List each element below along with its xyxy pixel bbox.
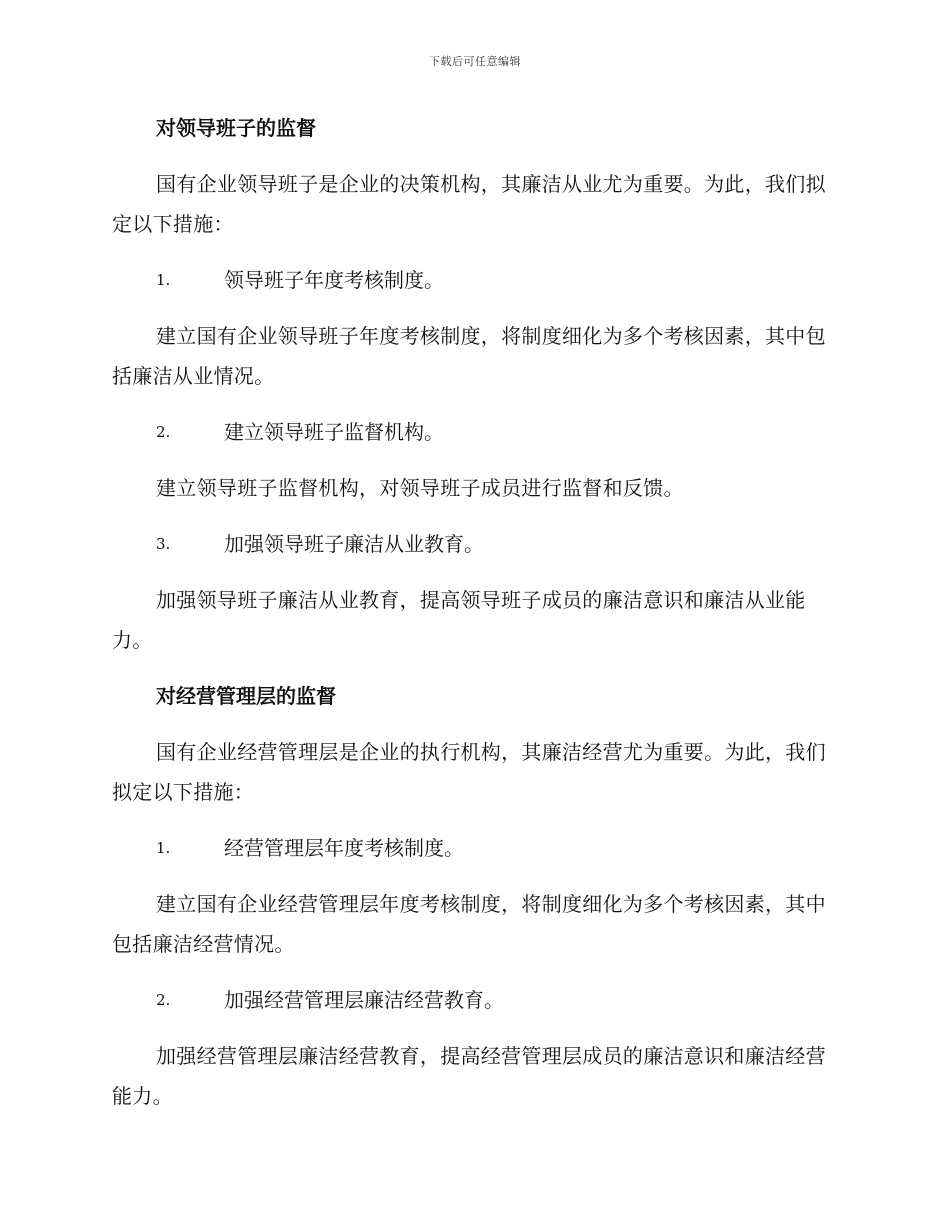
- section-heading: 对领导班子的监督: [156, 116, 316, 140]
- list-item: [112, 412, 834, 452]
- list-item: [112, 980, 834, 1020]
- list-number: 1.: [156, 271, 171, 289]
- list-item-detail: 建立国有企业领导班子年度考核制度，将制度细化为多个考核因素，其中包括廉洁从业情况。: [112, 324, 826, 388]
- list-number: 1.: [156, 839, 171, 857]
- list-item-title: 加强经营管理层廉洁经营教育。: [224, 988, 504, 1012]
- list-item-detail: 加强经营管理层廉洁经营教育，提高经营管理层成员的廉洁意识和廉洁经营能力。: [112, 1044, 826, 1108]
- list-item-title: 加强领导班子廉洁从业教育。: [224, 532, 484, 556]
- list-item: [112, 260, 834, 300]
- list-item: [112, 524, 834, 564]
- section-intro: 国有企业经营管理层是企业的执行机构，其廉洁经营尤为重要。为此，我们拟定以下措施：: [112, 740, 826, 804]
- page-header: 下载后可任意编辑: [429, 55, 521, 68]
- section-intro: 国有企业领导班子是企业的决策机构，其廉洁从业尤为重要。为此，我们拟定以下措施：: [112, 172, 826, 236]
- document-body: [112, 108, 834, 1132]
- section-heading: 对经营管理层的监督: [156, 684, 336, 708]
- list-number: 2.: [156, 423, 171, 441]
- list-item-title: 建立领导班子监督机构。: [224, 420, 444, 444]
- list-item: [112, 828, 834, 868]
- list-item-detail: 建立领导班子监督机构，对领导班子成员进行监督和反馈。: [156, 476, 684, 500]
- list-item-title: 经营管理层年度考核制度。: [224, 836, 464, 860]
- list-number: 3.: [156, 535, 171, 553]
- list-item-title: 领导班子年度考核制度。: [224, 268, 444, 292]
- list-item-detail: 建立国有企业经营管理层年度考核制度，将制度细化为多个考核因素，其中包括廉洁经营情况。: [112, 892, 826, 956]
- list-item-detail: 加强领导班子廉洁从业教育，提高领导班子成员的廉洁意识和廉洁从业能力。: [112, 588, 806, 652]
- list-number: 2.: [156, 991, 171, 1009]
